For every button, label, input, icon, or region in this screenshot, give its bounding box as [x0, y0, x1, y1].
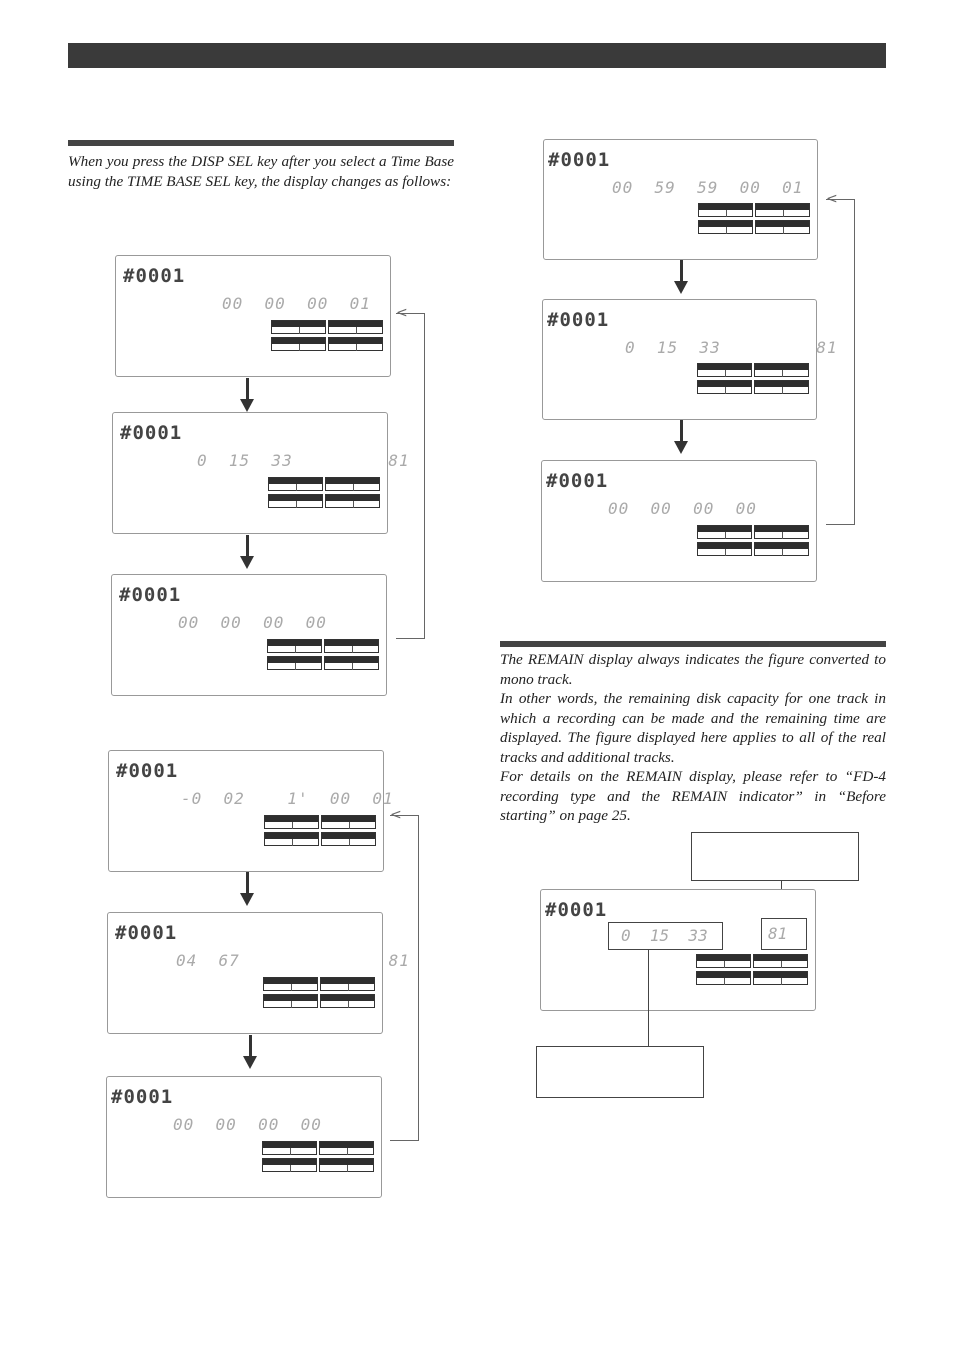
lcd-display-5 [107, 912, 410, 1034]
cycle-line [390, 815, 419, 1141]
cycle-arrowhead: < [826, 191, 838, 207]
lcd-display-1 [115, 255, 391, 377]
down-arrow [246, 535, 249, 557]
locate-number: #0001 [548, 149, 611, 171]
locate-number: #0001 [546, 470, 609, 492]
locate-number: #0001 [547, 309, 610, 331]
locate-number: #0001 [120, 422, 183, 444]
remain-paragraph: The REMAIN display always indicates the figure converted to mono track. In other words, the remaining disk capacity for one track in which a recording can be made and the remaining time are displayed. The figure displayed here applies to all of the real tracks and additional tracks. For details on the REMAIN display, please refer to “FD-4 recording type and the REMAIN indicator” in “Before starting” on page 25. [500, 651, 886, 824]
locate-number: #0001 [123, 265, 186, 287]
level-meters [271, 320, 382, 354]
down-arrow [680, 420, 683, 442]
time-readout: 00 00 00 01 [222, 294, 371, 313]
section-rule-left [68, 140, 454, 146]
lcd-display-3 [111, 574, 387, 696]
callout-box-time [536, 1046, 704, 1098]
down-arrow [246, 378, 249, 400]
locate-number: #0001 [116, 760, 179, 782]
header-bar [68, 43, 886, 68]
cycle-arrowhead: < [390, 807, 402, 823]
callout-line [648, 950, 649, 1047]
lcd-display-4 [108, 750, 394, 872]
level-meters [264, 815, 375, 849]
section-rule-right [500, 641, 886, 647]
locate-number: #0001 [115, 922, 178, 944]
down-arrow [249, 1035, 252, 1057]
lcd-display-10 [540, 889, 816, 1011]
time-readout: 00 00 00 00 [178, 613, 327, 632]
time-readout: 00 59 59 00 01 [612, 178, 804, 197]
level-meters [262, 1141, 373, 1175]
level-meters [697, 525, 808, 559]
locate-number: #0001 [111, 1086, 174, 1108]
cycle-arrowhead: < [396, 305, 408, 321]
callout-box-percent [691, 832, 859, 881]
lcd-display-6 [106, 1076, 382, 1198]
remain-readout: 04 67 81 [176, 951, 410, 970]
level-meters [267, 639, 378, 673]
cycle-line [396, 313, 425, 639]
cycle-line [826, 199, 855, 525]
remain-percent-highlight: 81 [761, 918, 807, 950]
level-meters [696, 954, 807, 988]
locate-number: #0001 [119, 584, 182, 606]
time-readout: 00 00 00 00 [173, 1115, 322, 1134]
intro-paragraph: When you press the DISP SEL key after you select a Time Base using the TIME BASE SEL key, the display changes as follows: [68, 153, 454, 190]
lcd-display-9 [541, 460, 817, 582]
remain-readout: 0 15 33 81 [197, 451, 410, 470]
time-readout: -0 02 1' 00 01 [181, 789, 394, 808]
remain-readout: 0 15 33 81 [625, 338, 838, 357]
remain-time-highlight: 0 15 33 [608, 922, 723, 950]
level-meters [698, 203, 809, 237]
level-meters [697, 363, 808, 397]
lcd-display-7 [543, 139, 818, 260]
down-arrow [680, 260, 683, 282]
locate-number: #0001 [545, 899, 608, 921]
down-arrow [246, 872, 249, 894]
level-meters [268, 477, 379, 511]
lcd-display-8 [542, 299, 838, 420]
time-readout: 00 00 00 00 [608, 499, 757, 518]
level-meters [263, 977, 374, 1011]
lcd-display-2 [112, 412, 410, 534]
